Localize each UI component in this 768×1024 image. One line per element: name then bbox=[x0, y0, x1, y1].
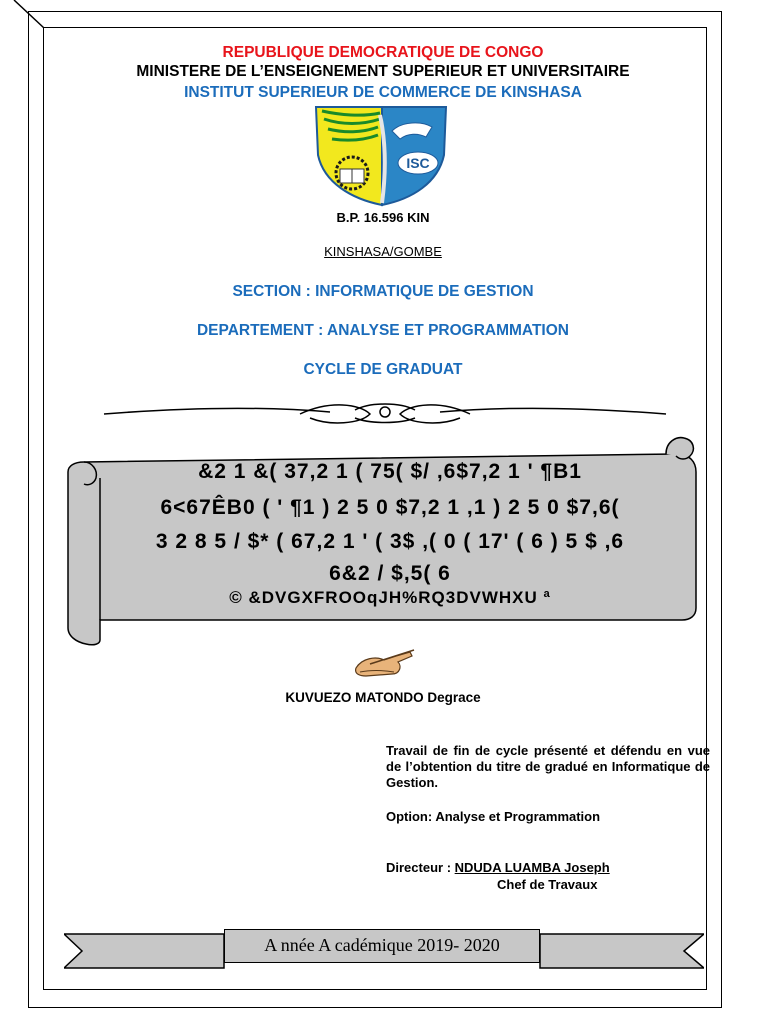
country-heading: REPUBLIQUE DEMOCRATIQUE DE CONGO bbox=[222, 44, 544, 61]
academic-year: A nnée A cadémique 2019- 2020 bbox=[224, 929, 540, 963]
director-line bbox=[386, 860, 610, 875]
scroll-title-line: 3 2 8 5 / $* ( 67,2 1 ' ( 3$ ,( 0 ( 17' ( 6 ) 5 $ ,6 bbox=[155, 530, 625, 553]
department-line: DEPARTEMENT : ANALYSE ET PROGRAMMATION bbox=[196, 322, 569, 339]
director-label: Directeur : bbox=[386, 860, 455, 875]
institute-heading: INSTITUT SUPERIEUR DE COMMERCE DE KINSHASA bbox=[184, 84, 582, 101]
ministry-heading: MINISTERE DE L’ENSEIGNEMENT SUPERIEUR ET UNIVERSITAIRE bbox=[136, 63, 630, 80]
option-line: Option: Analyse et Programmation bbox=[386, 809, 601, 824]
corner-fold-line bbox=[0, 0, 60, 40]
scroll-title-line: &2 1 &( 37,2 1 ( 75( $/ ,6$7,2 1 ' ¶B1 bbox=[198, 460, 582, 483]
director-rank: Chef de Travaux bbox=[497, 877, 598, 892]
author-name: KUVUEZO MATONDO Degrace bbox=[285, 690, 481, 705]
director-name: NDUDA LUAMBA Joseph bbox=[454, 860, 610, 875]
isc-logo-emblem bbox=[312, 103, 452, 208]
cycle-line: CYCLE DE GRADUAT bbox=[303, 361, 463, 378]
scroll-subtitle: © &DVGXFROOqJH%RQ3DVWHXU ª bbox=[229, 588, 551, 607]
logo-text: ISC bbox=[406, 155, 430, 171]
scroll-title-line: 6<67ÊB0 ( ' ¶1 ) 2 5 0 $7,2 1 ,1 ) 2 5 0 $7,6( bbox=[160, 496, 620, 519]
thesis-description: Travail de fin de cycle présenté et défendu en vue de l’obtention du titre de gradué en Informatique de Gestion. bbox=[386, 743, 710, 790]
scroll-title-line: 6&2 / $,5( 6 bbox=[329, 562, 451, 585]
ornament-divider bbox=[100, 392, 670, 432]
po-box: B.P. 16.596 KIN bbox=[336, 210, 430, 225]
pen-hand-icon bbox=[350, 648, 420, 680]
section-line: SECTION : INFORMATIQUE DE GESTION bbox=[232, 283, 534, 300]
city-line: KINSHASA/GOMBE bbox=[324, 244, 442, 259]
